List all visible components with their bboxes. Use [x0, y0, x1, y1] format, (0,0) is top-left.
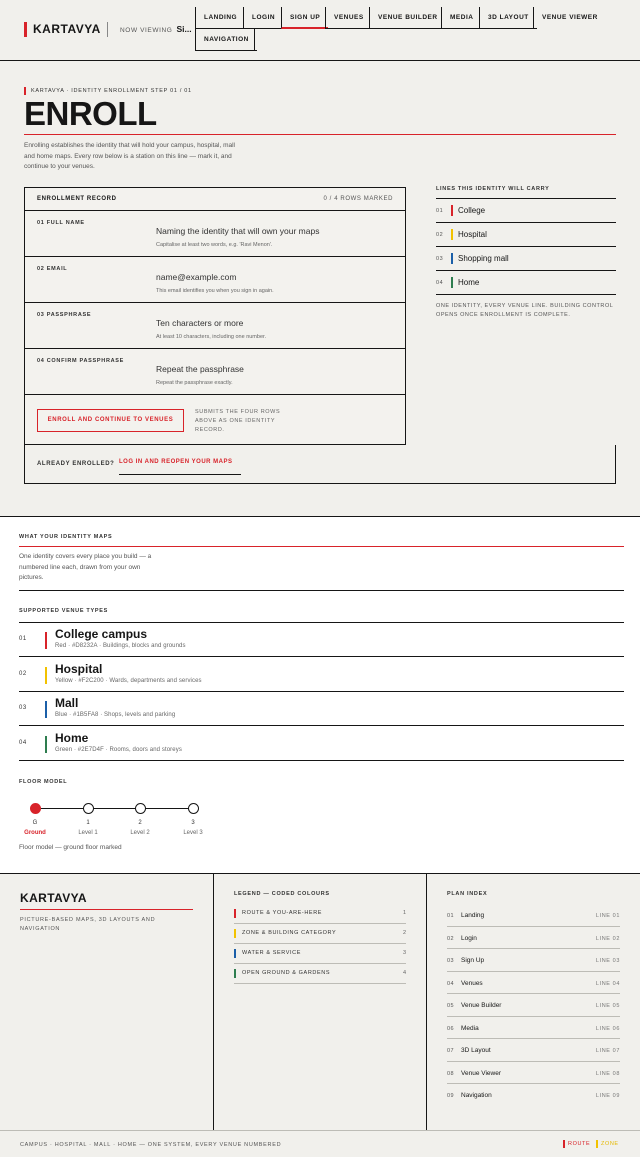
plan-number: 01 [447, 913, 454, 919]
maps-intro: One identity covers every place you build — a numbered line each, drawn from your own pictures. [19, 553, 152, 581]
nav-navigation[interactable]: NAVIGATION [195, 29, 257, 51]
floor-stop-level-2[interactable] [135, 803, 146, 814]
nav-login[interactable]: LOGIN [243, 7, 283, 29]
venue-type-name: Mall [55, 696, 79, 710]
plan-line: LINE 01 [595, 913, 620, 919]
floor-stop-ground[interactable] [30, 803, 41, 814]
plan-number: 04 [447, 980, 454, 987]
nav-divider [254, 29, 255, 51]
now-viewing [107, 22, 192, 37]
plan-number: 09 [447, 1093, 454, 1099]
plan-name: Sign Up [461, 957, 485, 964]
plan-line: LINE 09 [595, 1093, 620, 1099]
plan-line: LINE 03 [595, 958, 620, 964]
nav-3d-layout[interactable]: 3D LAYOUT [479, 7, 537, 29]
line-item [436, 199, 616, 223]
line-item [436, 247, 616, 271]
plan-name: Landing [461, 912, 485, 919]
legend-heading: LEGEND — CODED COLOURS [234, 891, 330, 897]
email-hint: This email identifies you when you sign in again. [156, 288, 274, 294]
plan-number: 08 [447, 1070, 454, 1077]
line-color-bar [451, 253, 453, 264]
floor-key: 1 [86, 820, 90, 826]
legend-color-bar [234, 909, 236, 918]
field-confirm-passphrase [25, 349, 405, 395]
passphrase-hint: At least 10 characters, including one number. [156, 334, 267, 340]
field-email [25, 257, 405, 303]
full-name-hint: Capitalise at least two words, e.g. 'Ravi Menon'. [156, 242, 273, 248]
floor-label: Level 3 [183, 830, 203, 836]
email-input[interactable] [156, 268, 391, 286]
legend-color-bar [234, 949, 236, 958]
venue-type-detail: Blue · #1B5FA8 · Shops, levels and parking [55, 712, 176, 718]
enrollment-form [24, 187, 406, 445]
nav-venue-builder[interactable]: VENUE BUILDER [369, 7, 446, 29]
enroll-kicker: KARTAVYA · IDENTITY ENROLLMENT STEP 01 / 01 [24, 87, 192, 95]
venue-type-detail: Green · #2E7D4F · Rooms, doors and storeys [55, 747, 182, 753]
line-name: Hospital [458, 230, 487, 239]
floor-model-track [36, 808, 193, 809]
venue-type-name: Home [55, 731, 89, 745]
floor-key: G [32, 820, 38, 826]
form-header [25, 188, 405, 211]
plan-line: LINE 07 [595, 1048, 620, 1054]
legend-color-bar [234, 969, 236, 978]
identity-maps-section [0, 516, 640, 874]
line-name: Home [458, 278, 480, 287]
plan-index-item[interactable] [447, 972, 620, 995]
venue-type-detail: Yellow · #F2C200 · Wards, departments and services [55, 678, 202, 684]
field-passphrase [25, 303, 405, 349]
plan-number: 07 [447, 1048, 454, 1054]
line-name: College [458, 206, 486, 215]
venue-type-detail: Red · #D8232A · Buildings, blocks and grounds [55, 643, 186, 649]
plan-index-item[interactable] [447, 1084, 620, 1107]
line-number: 04 [436, 280, 444, 286]
divider [19, 590, 624, 591]
line-item [436, 223, 616, 247]
now-viewing-label: NOW VIEWING [120, 27, 173, 34]
venue-type-row [19, 727, 624, 761]
lines-note: ONE IDENTITY, EVERY VENUE LINE. BUILDING CONTROL OPENS ONCE ENROLLMENT IS COMPLETE. [436, 303, 614, 318]
already-enrolled-bar [24, 445, 616, 484]
plan-name: Navigation [461, 1092, 492, 1099]
rows-marked-counter: 0 / 4 ROWS MARKED [323, 196, 393, 202]
line-name: Shopping mall [458, 254, 509, 263]
legend-label: ROUTE & YOU-ARE-HERE [242, 910, 323, 916]
footer-tagline: PICTURE-BASED MAPS, 3D LAYOUTS AND NAVIGATION [20, 917, 156, 932]
line-color-bar [451, 277, 453, 288]
plan-line: LINE 04 [595, 980, 620, 987]
zone-tag: ZONE [596, 1140, 619, 1148]
maps-heading: WHAT YOUR IDENTITY MAPS [19, 534, 113, 540]
legend-key: 2 [402, 930, 406, 936]
floor-label: Ground [24, 830, 46, 836]
login-link[interactable]: LOG IN AND REOPEN YOUR MAPS [119, 459, 241, 475]
site-footer [0, 874, 640, 1157]
floor-stop-level-1[interactable] [83, 803, 94, 814]
passphrase-input[interactable] [156, 314, 391, 332]
plan-number: 02 [447, 935, 454, 942]
floor-label: Level 2 [130, 830, 150, 836]
submit-note: SUBMITS THE FOUR ROWS ABOVE AS ONE IDENTITY RECORD. [195, 409, 281, 433]
plan-index-item[interactable] [447, 1062, 620, 1085]
line-color-bar [451, 229, 453, 240]
plan-name: Login [461, 934, 477, 942]
plan-index-item[interactable] [447, 1017, 620, 1040]
footer-brand-rule [20, 909, 193, 910]
line-number: 03 [436, 256, 444, 262]
venue-color-bar [45, 667, 47, 684]
floor-key: 2 [138, 820, 142, 826]
plan-line: LINE 05 [595, 1003, 620, 1009]
floor-label: Level 1 [78, 830, 98, 836]
plan-index-item[interactable] [447, 904, 620, 927]
venue-color-bar [45, 632, 47, 649]
plan-index-item[interactable] [447, 927, 620, 950]
email-label: 02 EMAIL [37, 266, 68, 272]
plan-line: LINE 06 [595, 1025, 620, 1032]
plan-number: 05 [447, 1003, 454, 1009]
title-divider [24, 134, 616, 135]
venue-type-number: 04 [19, 740, 27, 746]
nav-sign-up[interactable]: SIGN UP [281, 7, 328, 29]
lines-heading: LINES THIS IDENTITY WILL CARRY [436, 186, 550, 192]
legend-color-bar [234, 929, 236, 938]
legend-item [234, 904, 406, 924]
venue-type-name: Hospital [55, 662, 103, 676]
venue-type-row [19, 692, 624, 726]
now-viewing-value: Si... [176, 24, 192, 34]
site-header [0, 0, 640, 61]
plan-index-item[interactable] [447, 949, 620, 972]
plan-name: 3D Layout [461, 1047, 491, 1054]
plan-index-item[interactable] [447, 1039, 620, 1062]
floor-stop-level-3[interactable] [188, 803, 199, 814]
line-item [436, 271, 616, 295]
venue-color-bar [45, 701, 47, 718]
confirm-passphrase-input[interactable] [156, 360, 391, 378]
venue-types-heading: SUPPORTED VENUE TYPES [19, 608, 108, 614]
route-tag: ROUTE [563, 1140, 590, 1148]
floor-model-caption: Floor model — ground floor marked [19, 844, 122, 851]
line-color-bar [451, 205, 453, 216]
legend-key: 4 [402, 970, 406, 976]
footer-bottom-line: CAMPUS · HOSPITAL · MALL · HOME — ONE SYSTEM, EVERY VENUE NUMBERED [20, 1142, 282, 1148]
venue-type-row [19, 658, 624, 692]
page-title: ENROLL [24, 95, 157, 132]
nav-media[interactable]: MEDIA [441, 7, 481, 29]
nav-venue-viewer[interactable]: VENUE VIEWER [533, 7, 606, 29]
full-name-label: 01 FULL NAME [37, 220, 85, 226]
nav-landing[interactable]: LANDING [195, 7, 245, 29]
legend-key: 3 [402, 950, 406, 956]
plan-name: Venues [461, 979, 483, 987]
venue-type-name: College campus [55, 627, 148, 641]
plan-index-item[interactable] [447, 994, 620, 1017]
floor-model-heading: FLOOR MODEL [19, 779, 68, 785]
legend-item [234, 944, 406, 964]
venue-type-number: 03 [19, 705, 27, 711]
venue-type-number: 02 [19, 671, 27, 677]
confirm-passphrase-label: 04 CONFIRM PASSPHRASE [37, 358, 125, 364]
already-enrolled-label: ALREADY ENROLLED? [37, 461, 115, 467]
line-number: 02 [436, 232, 444, 238]
plan-name: Venue Viewer [461, 1069, 501, 1077]
plan-line: LINE 08 [595, 1070, 620, 1077]
legend-label: ZONE & BUILDING CATEGORY [242, 930, 337, 936]
venue-type-row [19, 623, 624, 657]
maps-heading-rule [19, 546, 624, 547]
footer-bottom-bar [0, 1130, 640, 1157]
legend-key: 1 [402, 910, 406, 916]
footer-brand: KARTAVYA [20, 891, 87, 905]
venue-type-number: 01 [19, 636, 27, 642]
line-number: 01 [436, 208, 444, 214]
enroll-intro: Enrolling establishes the identity that will hold your campus, hospital, mall and home maps. Every row below is a station on this line — mark it, and continue to your venues. [24, 142, 235, 170]
floor-key: 3 [191, 820, 195, 826]
brand-logo[interactable]: KARTAVYA [24, 22, 101, 37]
confirm-passphrase-hint: Repeat the passphrase exactly. [156, 380, 233, 386]
legend-label: WATER & SERVICE [242, 950, 302, 956]
plan-line: LINE 02 [595, 935, 620, 942]
plan-name: Venue Builder [461, 1002, 502, 1009]
passphrase-label: 03 PASSPHRASE [37, 312, 92, 318]
plan-index-heading: PLAN INDEX [447, 891, 488, 897]
plan-name: Media [461, 1024, 479, 1032]
venue-color-bar [45, 736, 47, 753]
nav-venues[interactable]: VENUES [325, 7, 372, 29]
legend-item [234, 964, 406, 984]
footer-column-divider [426, 874, 427, 1130]
legend-item [234, 924, 406, 944]
plan-number: 06 [447, 1025, 454, 1032]
record-label: ENROLLMENT RECORD [37, 196, 117, 202]
legend-label: OPEN GROUND & GARDENS [242, 970, 331, 976]
footer-column-divider [213, 874, 214, 1130]
plan-number: 03 [447, 958, 454, 964]
enroll-submit-button[interactable]: ENROLL AND CONTINUE TO VENUES [37, 409, 184, 432]
field-full-name [25, 211, 405, 257]
full-name-input[interactable] [156, 222, 391, 240]
